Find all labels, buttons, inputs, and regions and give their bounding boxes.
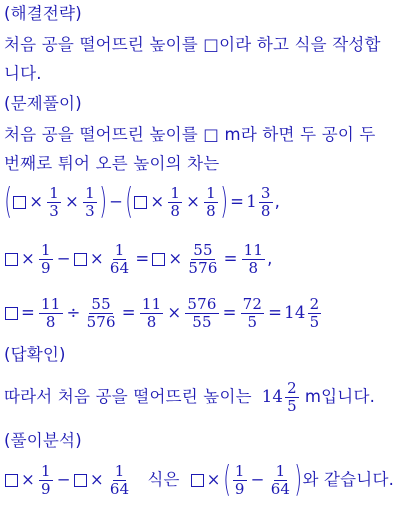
- solution-line-1: 처음 공을 떨어뜨린 높이를 □ m라 하면 두 공이 두: [4, 125, 376, 144]
- fraction: $\frac{11}{8}$: [41, 294, 61, 331]
- fraction: $\frac{1}{3}$: [49, 183, 60, 220]
- blank-box: [13, 196, 26, 209]
- mixed-whole: 14: [284, 303, 306, 322]
- fraction: $\frac{576}{55}$: [187, 294, 217, 331]
- blank-box: [74, 253, 87, 266]
- equals-sign: =: [230, 192, 245, 211]
- fraction: $\frac{11}{8}$: [243, 240, 264, 277]
- fraction: $\frac{1}{8}$: [170, 183, 181, 220]
- fraction: $\frac{1}{64}$: [270, 461, 291, 498]
- blank-box: [5, 307, 18, 320]
- mixed-whole: 14: [261, 387, 284, 406]
- right-paren: ): [99, 181, 107, 222]
- fraction: $\frac{1}{9}$: [41, 461, 51, 498]
- left-paren: (: [222, 459, 231, 500]
- blank-box: [74, 474, 87, 487]
- fraction: $\frac{1}{64}$: [109, 240, 130, 277]
- fraction: $\frac{2}{5}$: [309, 294, 320, 331]
- answer-prefix: 따라서 처음 공을 떨어뜨린 높이는: [4, 387, 252, 406]
- answer-suffix: m입니다.: [304, 387, 376, 406]
- method-line-2: 니다.: [4, 64, 42, 83]
- heading-analysis: (풀이분석): [4, 431, 82, 450]
- fraction: $\frac{1}{9}$: [41, 240, 51, 277]
- equation-2: × $\frac{1}{9}$ − × $\frac{1}{64}$ = × $\frac{55}{576}$ = $\frac{11}{8}$ ,: [4, 236, 273, 282]
- minus-sign: −: [109, 192, 124, 211]
- analysis-middle: 식은: [147, 470, 180, 489]
- fraction: $\frac{2}{5}$: [287, 378, 297, 415]
- fraction: $\frac{1}{3}$: [85, 183, 95, 220]
- left-paren: (: [4, 181, 13, 222]
- left-paren: (: [125, 181, 134, 222]
- analysis-line: × $\frac{1}{9}$ − × $\frac{1}{64}$ 식은 × ( $\frac{1}{9}$ − $\frac{1}{64}$ ) 와 같습니다.: [4, 457, 394, 503]
- heading-answer: (답확인): [4, 345, 66, 364]
- fraction: $\frac{55}{576}$: [86, 294, 116, 331]
- right-paren: ): [220, 181, 228, 222]
- equation-1: ( × $\frac{1}{3}$ × $\frac{1}{3}$ ) − ( × $\frac{1}{8}$ × $\frac{1}{8}$ ) = 1 $\frac{3}{8}$ ,: [4, 181, 281, 222]
- fraction: $\frac{55}{576}$: [188, 240, 218, 277]
- blank-box: [152, 253, 165, 266]
- solution-line-2: 번째로 튀어 오른 높이의 차는: [4, 154, 220, 173]
- comma: ,: [274, 192, 281, 211]
- blank-box: [5, 474, 18, 487]
- equation-3: = $\frac{11}{8}$ ÷ $\frac{55}{576}$ = $\frac{11}{8}$ × $\frac{576}{55}$ = $\frac{72}{5}$ = 14 $\frac{2}{5}$: [4, 290, 323, 336]
- divide-sign: ÷: [66, 303, 81, 322]
- method-line-1: 처음 공을 떨어뜨린 높이를 □이라 하고 식을 작성합: [4, 35, 381, 54]
- mixed-whole: 1: [246, 192, 257, 211]
- analysis-suffix: 와 같습니다.: [302, 470, 395, 489]
- fraction: $\frac{11}{8}$: [141, 294, 162, 331]
- blank-box: [5, 253, 18, 266]
- times-sign: ×: [29, 192, 44, 211]
- heading-solution: (문제풀이): [4, 94, 82, 113]
- fraction: $\frac{1}{9}$: [234, 461, 245, 498]
- fraction: $\frac{1}{64}$: [109, 461, 130, 498]
- right-paren: ): [294, 459, 303, 500]
- heading-method: (해결전략): [4, 4, 82, 23]
- fraction: $\frac{72}{5}$: [242, 294, 263, 331]
- fraction: $\frac{3}{8}$: [260, 183, 271, 220]
- blank-box: [134, 196, 147, 209]
- answer-line: [4, 374, 375, 420]
- fraction: $\frac{1}{8}$: [206, 183, 216, 220]
- blank-box: [191, 474, 204, 487]
- comma: ,: [267, 249, 273, 268]
